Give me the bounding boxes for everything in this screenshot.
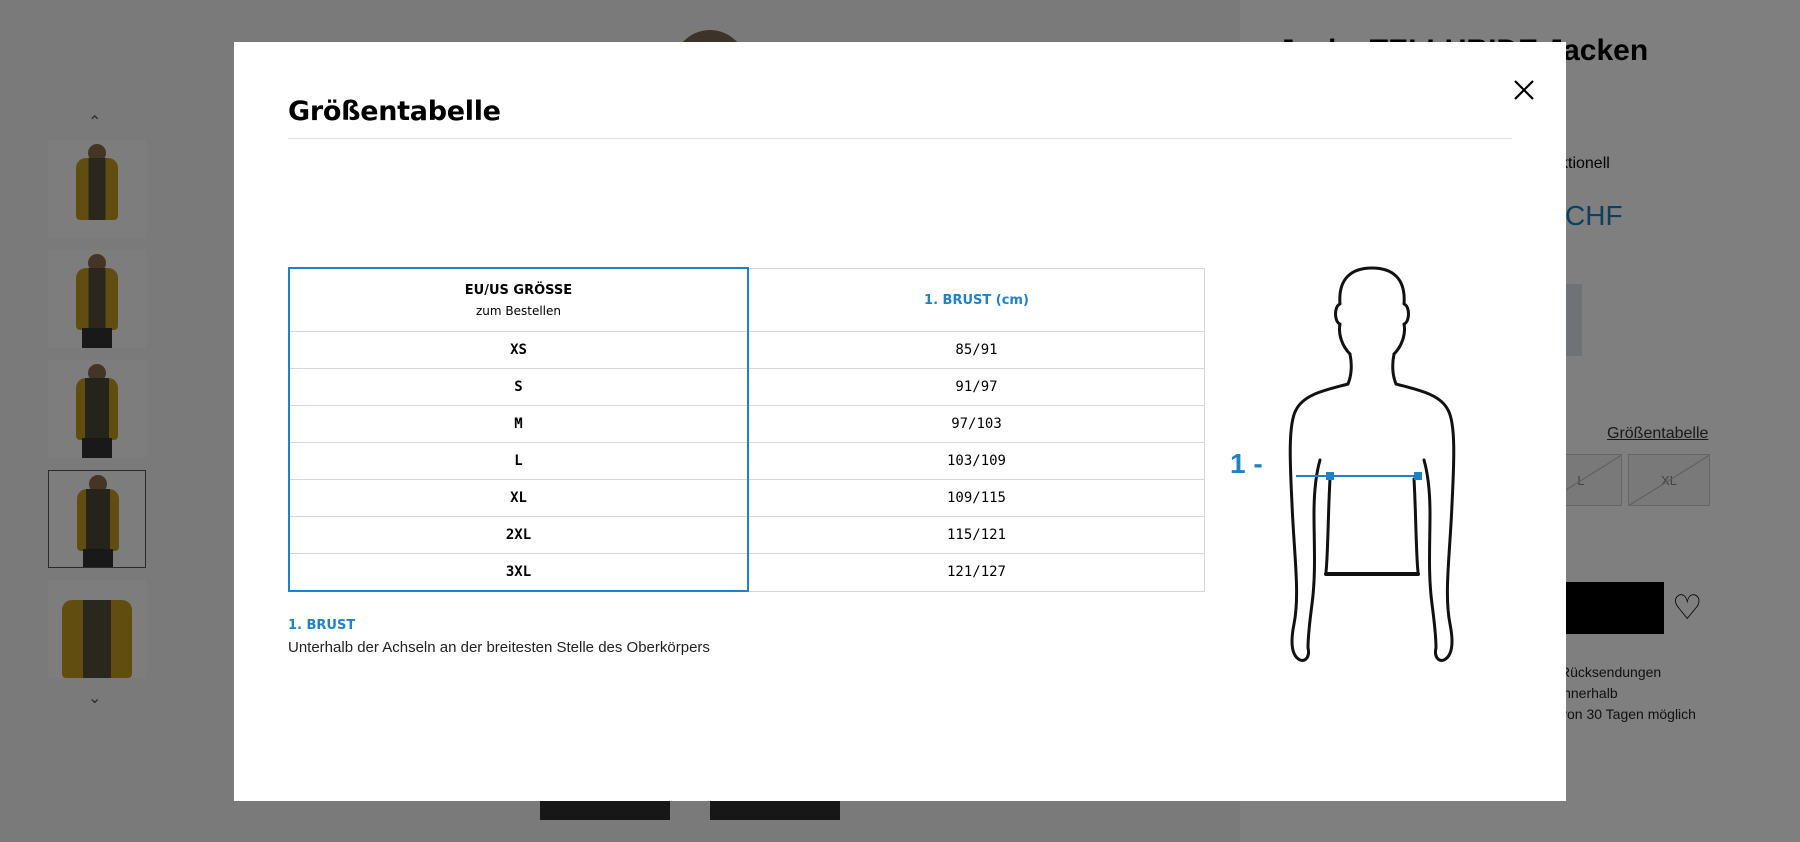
size-cell: XS <box>289 332 748 369</box>
size-cell: M <box>289 406 748 443</box>
size-chart-modal <box>234 42 1566 801</box>
column-header-chest-label: 1. BRUST (cm) <box>924 292 1029 308</box>
column-header-size-label: EU/US GRÖSSE <box>464 282 573 298</box>
chest-cell: 115/121 <box>748 517 1205 554</box>
table-row <box>289 480 1205 517</box>
chest-cell: 85/91 <box>748 332 1205 369</box>
measurement-note-text: Unterhalb der Achseln an der breitesten Stelle des Oberkörpers <box>288 639 710 656</box>
measurement-marker-label: 1 - <box>1230 448 1263 479</box>
size-cell: L <box>289 443 748 480</box>
torso-outline-icon <box>1230 264 1500 684</box>
close-icon <box>1513 79 1535 101</box>
size-cell: 3XL <box>289 554 748 592</box>
modal-title: Größentabelle <box>288 96 501 127</box>
column-header-size <box>289 268 748 332</box>
chest-cell: 91/97 <box>748 369 1205 406</box>
size-cell: 2XL <box>289 517 748 554</box>
body-measurement-figure <box>1230 264 1500 684</box>
table-row <box>289 517 1205 554</box>
table-row <box>289 332 1205 369</box>
column-header-size-sublabel: zum Bestellen <box>475 303 562 318</box>
table-row <box>289 443 1205 480</box>
close-button[interactable] <box>1506 72 1542 108</box>
table-header-row <box>289 268 1205 332</box>
chest-cell: 97/103 <box>748 406 1205 443</box>
size-cell: XL <box>289 480 748 517</box>
size-cell: S <box>289 369 748 406</box>
column-header-chest <box>748 268 1205 332</box>
chest-cell: 103/109 <box>748 443 1205 480</box>
table-row <box>289 406 1205 443</box>
measurement-note-title: 1. BRUST <box>288 618 356 633</box>
size-table <box>288 267 1205 592</box>
chest-cell: 121/127 <box>748 554 1205 592</box>
table-row <box>289 369 1205 406</box>
chest-cell: 109/115 <box>748 480 1205 517</box>
title-divider <box>288 138 1512 139</box>
table-row <box>289 554 1205 592</box>
